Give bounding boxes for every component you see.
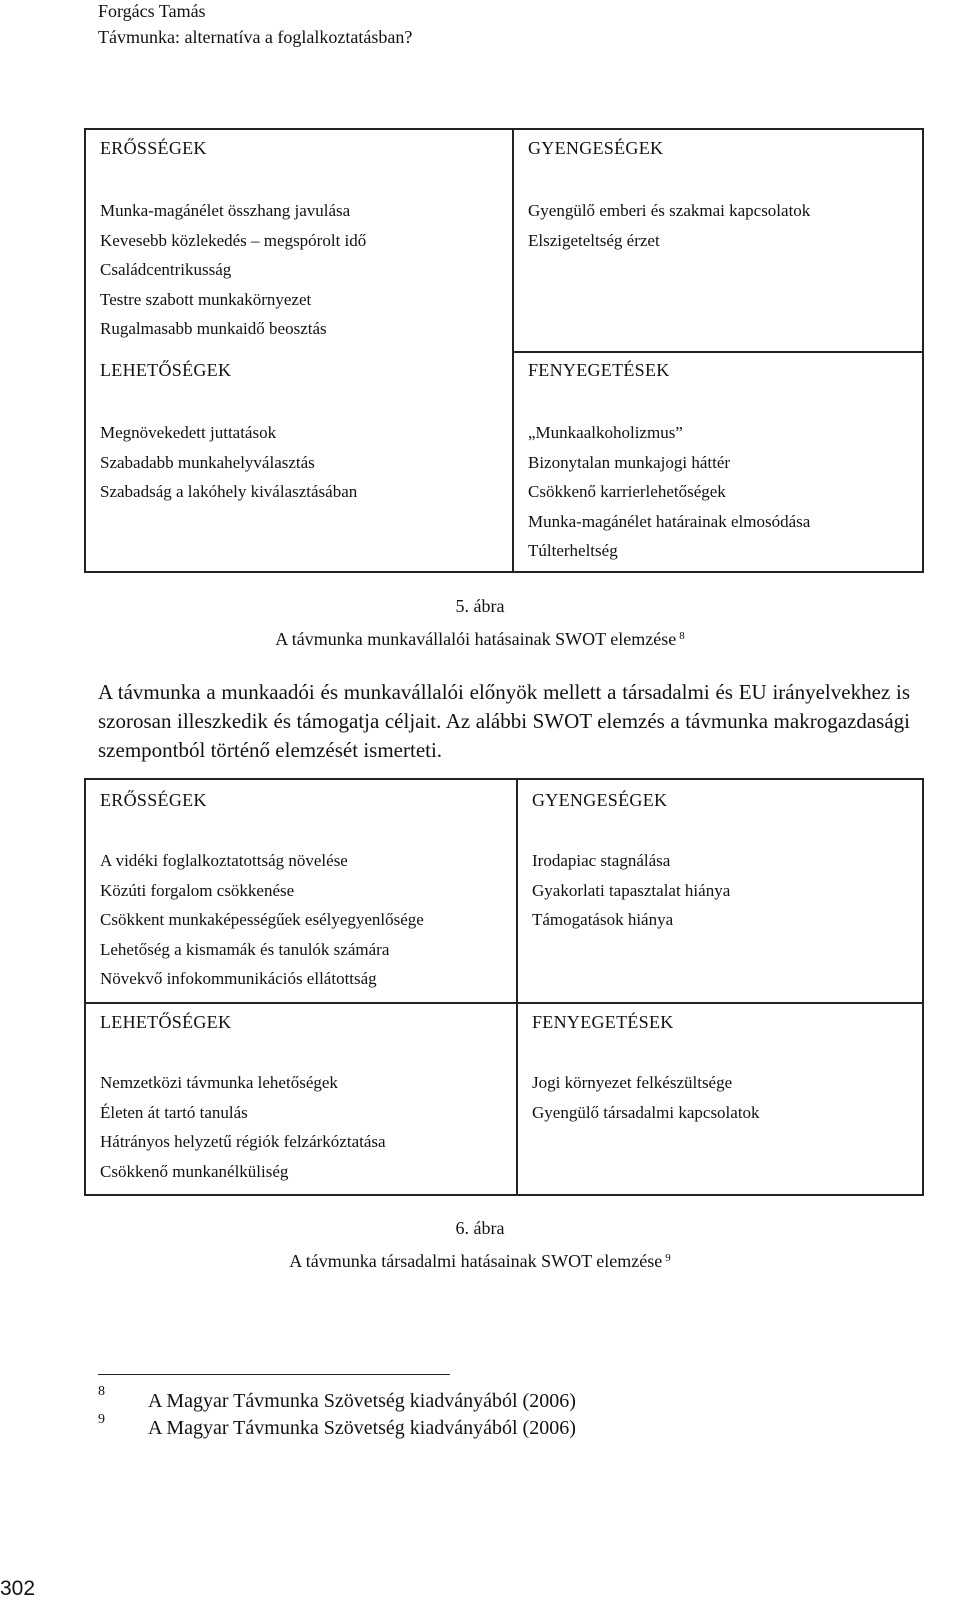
list-item: Irodapiac stagnálása	[532, 851, 671, 870]
swot-weaknesses-cell	[528, 137, 810, 255]
footnote-text: A Magyar Távmunka Szövetség kiadványából (2006)	[148, 1390, 576, 1412]
swot-divider-horizontal	[86, 1002, 922, 1004]
swot-weaknesses-list	[532, 846, 730, 935]
figure6-caption-number: 6. ábra	[455, 1218, 505, 1238]
footnote-text: A Magyar Távmunka Szövetség kiadványából (2006)	[148, 1417, 576, 1439]
list-item: Csökkenő karrierlehetőségek	[528, 482, 726, 501]
list-item: Rugalmasabb munkaidő beosztás	[100, 319, 327, 338]
list-item: Munka-magánélet határainak elmosódása	[528, 511, 811, 531]
swot-divider-horizontal	[512, 351, 922, 353]
swot-threats-list	[528, 418, 810, 566]
list-item: Szabadság a lakóhely kiválasztásában	[100, 482, 358, 501]
list-item: Gyengülő emberi és szakmai kapcsolatok	[528, 201, 811, 220]
list-item: Túlterheltség	[528, 541, 618, 560]
swot-weaknesses-title: GYENGESÉGEK	[528, 138, 664, 158]
list-item: Megnövekedett juttatások	[100, 423, 277, 442]
running-header-title: Távmunka: alternatíva a foglalkoztatásban?	[98, 27, 413, 47]
swot-threats-title: FENYEGETÉSEK	[532, 1012, 674, 1032]
list-item: Támogatások hiánya	[532, 910, 674, 929]
list-item: Gyengülő társadalmi kapcsolatok	[532, 1102, 760, 1122]
swot-threats-cell	[532, 1011, 760, 1127]
swot-table-figure6	[84, 778, 924, 1196]
swot-weaknesses-cell	[532, 789, 730, 935]
list-item: Munka-magánélet összhang javulása	[100, 201, 351, 220]
swot-table-figure5	[84, 128, 924, 573]
list-item: Növekvő infokommunikációs ellátottság	[100, 969, 377, 988]
list-item: Csökkent munkaképességűek esélyegyenlősége	[100, 910, 424, 929]
list-item: „Munkaalkoholizmus”	[528, 423, 683, 442]
page-number: 302	[0, 1577, 36, 1600]
figure5-caption	[0, 624, 960, 651]
figure5-caption-text: A távmunka munkavállalói hatásainak SWOT elemzése	[275, 629, 677, 649]
swot-strengths-title: ERŐSSÉGEK	[100, 138, 207, 158]
body-paragraph: A távmunka a munkaadói és munkavállalói előnyök mellett a társadalmi és EU irányelvekhez is szorosan illeszkedik és támogatja céljait. Az alábbi SWOT elemzés a távmunka makrogazdasági szempontból történő elemzését ismerteti.	[98, 680, 910, 762]
swot-threats-cell	[528, 359, 810, 566]
swot-strengths-list	[100, 196, 366, 344]
swot-weaknesses-list	[528, 196, 810, 255]
footnote-number: 8	[98, 1384, 105, 1399]
list-item: Bizonytalan munkajogi háttér	[528, 452, 731, 472]
swot-weaknesses-title: GYENGESÉGEK	[532, 790, 668, 810]
list-item: Jogi környezet felkészültsége	[532, 1073, 733, 1092]
figure6-caption-text: A távmunka társadalmi hatásainak SWOT elemzése	[289, 1251, 663, 1271]
footnote-number: 9	[98, 1412, 105, 1427]
list-item: Családcentrikusság	[100, 260, 232, 279]
figure5-caption-number: 5. ábra	[455, 596, 505, 616]
footnote-separator	[98, 1374, 450, 1375]
swot-threats-list	[532, 1068, 760, 1127]
figure6-footnote-ref: 9	[665, 1252, 671, 1264]
list-item: Kevesebb közlekedés – megspórolt idő	[100, 230, 367, 250]
list-item: A vidéki foglalkoztatottság növelése	[100, 851, 348, 870]
list-item: Életen át tartó tanulás	[100, 1102, 248, 1122]
figure5-footnote-ref: 8	[679, 630, 685, 642]
swot-strengths-title: ERŐSSÉGEK	[100, 790, 207, 810]
running-header-author: Forgács Tamás	[98, 1, 206, 21]
swot-divider-vertical	[516, 780, 518, 1194]
swot-strengths-cell	[100, 789, 424, 994]
swot-strengths-list	[100, 846, 424, 994]
list-item: Nemzetközi távmunka lehetőségek	[100, 1073, 338, 1092]
swot-opportunities-title: LEHETŐSÉGEK	[100, 1012, 232, 1032]
list-item: Hátrányos helyzetű régiók felzárkóztatása	[100, 1132, 386, 1151]
list-item: Elszigeteltség érzet	[528, 230, 660, 250]
list-item: Gyakorlati tapasztalat hiánya	[532, 880, 731, 900]
swot-opportunities-list	[100, 1068, 386, 1186]
list-item: Csökkenő munkanélküliség	[100, 1161, 289, 1181]
list-item: Testre szabott munkakörnyezet	[100, 289, 312, 309]
swot-threats-title: FENYEGETÉSEK	[528, 360, 670, 380]
swot-opportunities-list	[100, 418, 357, 507]
swot-strengths-cell	[100, 137, 366, 344]
list-item: Közúti forgalom csökkenése	[100, 880, 295, 900]
swot-opportunities-title: LEHETŐSÉGEK	[100, 360, 232, 380]
list-item: Lehetőség a kismamák és tanulók számára	[100, 939, 390, 959]
list-item: Szabadabb munkahelyválasztás	[100, 452, 315, 472]
swot-opportunities-cell	[100, 1011, 386, 1186]
figure6-caption	[0, 1246, 960, 1273]
swot-opportunities-cell	[100, 359, 357, 507]
